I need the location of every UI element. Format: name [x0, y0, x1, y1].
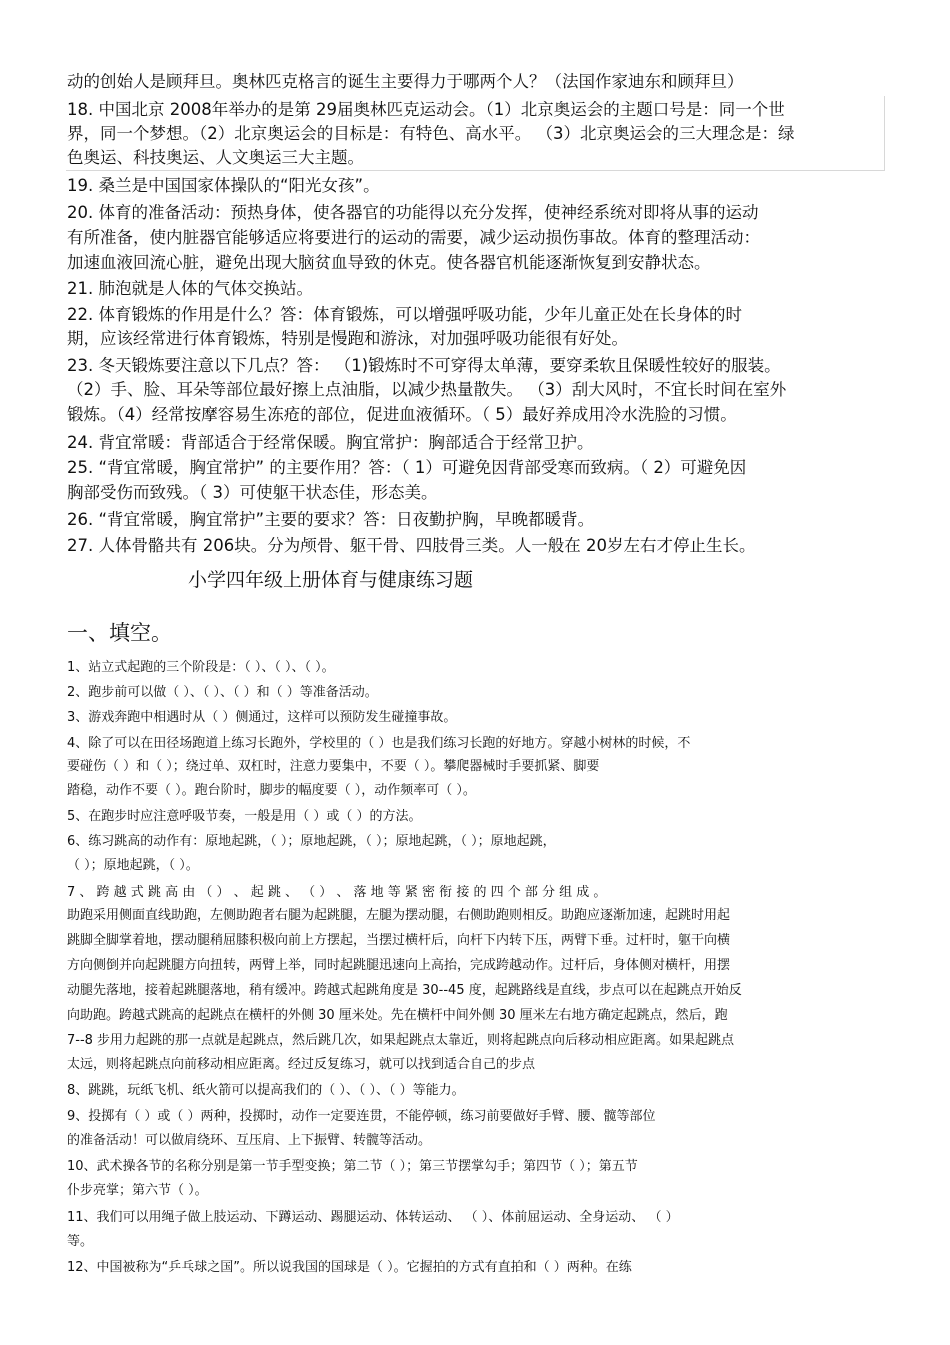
- question-line: 等。: [67, 1234, 94, 1249]
- question-line: 跳脚全脚掌着地，摆动腿稍屈膝积极向前上方摆起，当摆过横杆后，向杆下内转下压，两臂下垂。过杆时，躯干向横: [67, 933, 731, 948]
- question-line: 12、中国被称为“乒乓球之国”。所以说我国的国球是（ ）。它握拍的方式有直拍和（ ）两种。在练: [67, 1260, 632, 1275]
- question-line: 2、跑步前可以做（ ）、（ ）、（ ）和（ ）等准备活动。: [67, 685, 378, 700]
- question-line: 9、投掷有（ ）或（ ）两种，投掷时，动作一定要连贯，不能停顿，练习前要做好手臂、腰、髋等部位: [67, 1109, 656, 1124]
- question-line: 方向侧倒并向起跳腿方向扭转，两臂上举，同时起跳腿迅速向上高抬，完成跨越动作。过杆后，身体侧对横杆，用摆: [67, 958, 731, 973]
- answer-line: 25. “背宜常暖，胸宜常护” 的主要作用？答：（ 1）可避免因背部受寒而致病。（ 2）可避免因: [67, 458, 747, 477]
- answer-line: 界，同一个梦想。（2）北京奥运会的目标是：有特色、高水平。 （3）北京奥运会的三大理念是：绿: [67, 124, 795, 143]
- question-line: 太远，则将起跳点向前移动相应距离。经过反复练习，就可以找到适合自己的步点: [67, 1057, 536, 1072]
- answer-line: 胸部受伤而致残。（ 3）可使躯干状态佳，形态美。: [67, 483, 438, 502]
- answer-line: 期，应该经常进行体育锻炼，特别是慢跑和游泳，对加强呼吸功能很有好处。: [67, 329, 628, 348]
- answer-line: 26. “背宜常暖，胸宜常护”主要的要求？答：日夜勤护胸，早晚都暖背。: [67, 510, 595, 529]
- answer-line: 22. 体育锻炼的作用是什么？答：体育锻炼，可以增强呼吸功能，少年儿童正处在长身体的时: [67, 305, 742, 324]
- question-line: 10、武术操各节的名称分别是第一节手型变换；第二节（ ）；第三节摆掌勾手；第四节（ ）；第五节: [67, 1159, 638, 1174]
- answer-line: 23. 冬天锻炼要注意以下几点？答： （1)锻炼时不可穿得太单薄，要穿柔软且保暖性较好的服装。: [67, 356, 781, 375]
- worksheet-title: 小学四年级上册体育与健康练习题: [188, 569, 474, 591]
- question-line: 4、除了可以在田径场跑道上练习长跑外，学校里的（ ）也是我们练习长跑的好地方。穿越小树林的时候，不: [67, 736, 691, 751]
- answer-line: 18. 中国北京 2008年举办的是第 29届奥林匹克运动会。（1）北京奥运会的主题口号是：同一个世: [67, 100, 785, 119]
- question-line: 6、练习跳高的动作有：原地起跳，（ ）；原地起跳，（ ）；原地起跳，（ ）；原地起跳，: [67, 834, 556, 849]
- question-line: 助跑采用侧面直线助跑，左侧助跑者右腿为起跳腿，左腿为摆动腿，右侧助跑则相反。助跑应逐渐加速，起跳时用起: [67, 908, 731, 923]
- answer-line: （2）手、脸、耳朵等部位最好擦上点油脂，以减少热量散失。 （3）刮大风时，不宜长时间在室外: [67, 380, 787, 399]
- answer-line: 加速血液回流心脏，避免出现大脑贫血导致的休克。使各器官机能逐渐恢复到安静状态。: [67, 253, 711, 272]
- question-line: （ ）；原地起跳，（ ）。: [67, 858, 199, 873]
- section-heading: 一、填空。: [67, 621, 172, 645]
- answer-line: 20. 体育的准备活动：预热身体，使各器官的功能得以充分发挥，使神经系统对即将从事的运动: [67, 203, 759, 222]
- question-line: 5、在跑步时应注意呼吸节奏，一般是用（ ）或（ ）的方法。: [67, 809, 422, 824]
- question-line: 向助跑。跨越式跳高的起跳点在横杆的外侧 30 厘米处。先在横杆中间外侧 30 厘米左右地方确定起跳点，然后，跑: [67, 1008, 728, 1023]
- answer-line: 27. 人体骨骼共有 206块。分为颅骨、躯干骨、四肢骨三类。人一般在 20岁左右才停止生长。: [67, 536, 756, 555]
- answer-line: 动的创始人是顾拜旦。奥林匹克格言的诞生主要得力于哪两个人？（法国作家迪东和顾拜旦）: [67, 72, 744, 91]
- question-line: 仆步亮掌；第六节（ ）。: [67, 1183, 208, 1198]
- question-line: 1、站立式起跑的三个阶段是：（ ）、（ ）、（ ）。: [67, 660, 335, 675]
- question-line: 动腿先落地，接着起跳腿落地，稍有缓冲。跨越式起跳角度是 30--45 度，起跳路线是直线，步点可以在起跳点开始反: [67, 983, 742, 998]
- question-line: 3、游戏奔跑中相遇时从（ ）侧通过，这样可以预防发生碰撞事故。: [67, 710, 457, 725]
- question-line: 要碰伤（ ）和（ ）；绕过单、双杠时，注意力要集中，不要（ ）。攀爬器械时手要抓紧、脚要: [67, 759, 600, 774]
- answer-line: 19. 桑兰是中国国家体操队的“阳光女孩”。: [67, 176, 380, 195]
- question-line: 7--8 步用力起跳的那一点就是起跳点，然后跳几次，如果起跳点太靠近，则将起跳点向后移动相应距离。如果起跳点: [67, 1033, 735, 1048]
- answer-line: 21. 肺泡就是人体的气体交换站。: [67, 279, 313, 298]
- answer-line: 色奥运、科技奥运、人文奥运三大主题。: [67, 148, 364, 167]
- question-line: 11、我们可以用绳子做上肢运动、下蹲运动、踢腿运动、体转运动、 （ ）、体前屈运动、全身运动、 （ ）: [67, 1210, 679, 1225]
- question-line: 的准备活动！可以做肩绕环、互压肩、上下振臂、转髋等活动。: [67, 1133, 432, 1148]
- answer-line: 24. 背宜常暖：背部适合于经常保暖。胸宜常护：胸部适合于经常卫护。: [67, 433, 594, 452]
- question-line: 7 、 跨 越 式 跳 高 由 （ ） 、 起 跳 、 （ ） 、 落 地 等 紧 密 衔 接 的 四 个 部 分 组 成 。: [67, 885, 607, 900]
- answer-line: 锻炼。（4）经常按摩容易生冻疮的部位，促进血液循环。（ 5）最好养成用冷水洗脸的习惯。: [67, 405, 737, 424]
- question-line: 8、跳跳，玩纸飞机、纸火箭可以提高我们的（ ）、（ ）、（ ）等能力。: [67, 1083, 465, 1098]
- question-line: 踏稳，动作不要（ ）。跑台阶时，脚步的幅度要（ ），动作频率可（ ）。: [67, 783, 476, 798]
- answer-line: 有所准备，使内脏器官能够适应将要进行的运动的需要，减少运动损伤事故。体育的整理活动：: [67, 228, 760, 247]
